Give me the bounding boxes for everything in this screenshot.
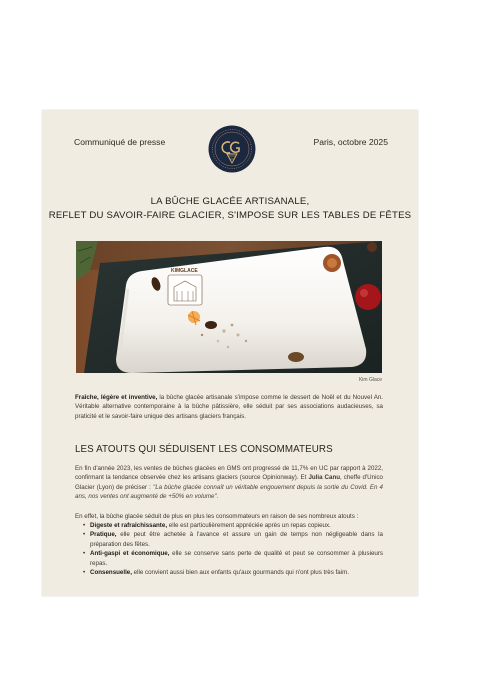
section-heading: LES ATOUTS QUI SÉDUISENT LES CONSOMMATEURS [75,444,333,455]
document-type-label: Communiqué de presse [74,137,166,147]
intro-body: la bûche glacée artisanale s'impose comme le dessert de Noël et du Nouvel An. Véritable alternative contemporaine à la bûche pâtissière, elle séduit par ses associations audacieuses, sa praticité et le savoir-faire unique des artisans glaciers français. [75,394,383,420]
photo-credit: Kim Glace [358,377,382,383]
quoted-person-name: Julia Canu [308,474,341,482]
list-item [83,521,383,530]
headline-line-2: REFLET DU SAVOIR-FAIRE GLACIER, S'IMPOSE SUR LES TABLES DE FÊTES [48,210,412,221]
benefit-text: elle convient aussi bien aux enfants qu'aux gourmands qui n'ont plus très faim. [131,569,349,577]
cg-glacier-emblem-icon [208,125,256,173]
sales-text-b: , cheffe d'Unico Glacier (Lyon) de préciser : [75,474,383,491]
benefit-text: elle peut être achetée à l'avance et assure un gain de temps non négligeable dans la préparation des fêtes. [90,531,383,548]
benefit-title: Digeste et rafraîchissante, [90,522,168,529]
press-release-page [42,110,418,596]
chef-quote: "La bûche glacée connaît un véritable engouement depuis la sortie du Covid. En 4 ans, nos ventes ont augmenté de +50% en volume". [75,483,383,501]
intro-bold-lead: Fraîche, légère et inventive, [75,394,158,401]
benefit-title: Pratique, [90,531,117,539]
list-item [83,568,383,577]
date-location-label: Paris, octobre 2025 [313,137,388,147]
ice-cream-log-photo [76,241,382,373]
sales-text-a: En fin d'année 2023, les ventes de bûches glacées en GMS ont progressé de 11,7% en UC par rapport à 2022, confirmant la tendance observée chez les artisans glaciers (source Opinionway). Et [75,465,383,482]
benefits-intro: En effet, la bûche glacée séduit de plus en plus les consommateurs en raison de ses nombreux atouts : [75,513,359,520]
benefit-title: Anti-gaspi et économique, [90,550,170,558]
benefit-title: Consensuelle, [90,569,132,577]
benefit-text: elle est particulièrement appréciée après un repas copieux. [167,522,331,529]
headline-line-1: LA BÛCHE GLACÉE ARTISANALE, [150,196,310,207]
list-item [83,530,383,549]
sales-paragraph [75,464,383,502]
intro-paragraph [75,393,383,421]
list-item [83,549,383,568]
benefits-list [83,521,383,577]
svg-text:KIMGLACE: KIMGLACE [171,268,198,274]
benefit-text: elle se conserve sans perte de qualité et peut se consommer à plusieurs repas. [90,550,383,567]
